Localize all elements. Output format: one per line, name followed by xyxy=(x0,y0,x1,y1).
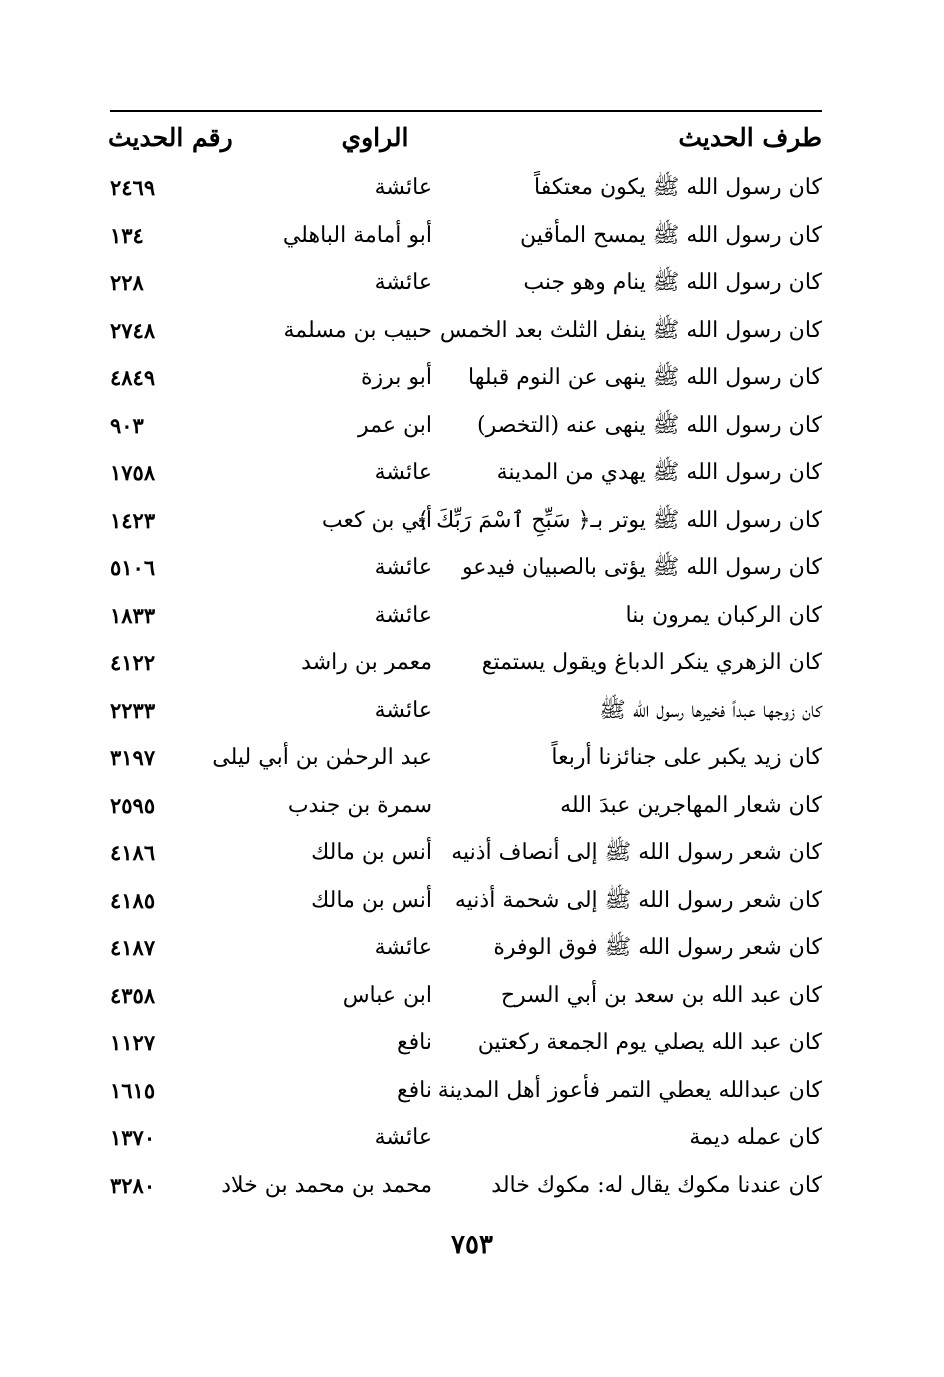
narrator-name: عائشة xyxy=(374,602,432,628)
table-row xyxy=(0,1067,944,1115)
hadith-text: كان شعار المهاجرين عبدَ الله xyxy=(560,792,822,818)
table-row xyxy=(0,1162,944,1210)
hadith-text: كان رسول الله ﷺ يوتر بـ﴿ سَبِّحِ ٱسْمَ رَبِّكَ ﴾ xyxy=(416,507,822,533)
table-row xyxy=(0,164,944,212)
narrator-name: عائشة xyxy=(374,1125,432,1150)
narrator-name: أنس بن مالك xyxy=(311,840,432,865)
column-header-number: رقم الحديث xyxy=(108,123,233,152)
table-row xyxy=(0,497,944,545)
hadith-number: ٤١٢٢ xyxy=(110,650,156,675)
narrator-name: أبو أمامة الباهلي xyxy=(282,222,432,248)
hadith-number: ٩٠٣ xyxy=(110,412,144,438)
narrator-name: عائشة xyxy=(374,175,432,200)
hadith-text: كان شعر رسول الله ﷺ فوق الوفرة xyxy=(493,935,822,960)
table-row xyxy=(0,592,944,640)
table-row xyxy=(0,544,944,592)
narrator-name: نافع xyxy=(396,1077,432,1103)
hadith-text: كان شعر رسول الله ﷺ إلى أنصاف أذنيه xyxy=(451,840,822,865)
column-header-hadith: طرف الحديث xyxy=(678,123,822,152)
hadith-text: كان رسول الله ﷺ يمسح المأقين xyxy=(520,222,822,248)
table-row xyxy=(0,1019,944,1067)
table-row xyxy=(0,259,944,307)
header-rule xyxy=(110,110,822,112)
narrator-name: معمر بن راشد xyxy=(301,650,432,675)
narrator-name: أنس بن مالك xyxy=(311,887,432,913)
hadith-number: ١٨٣٣ xyxy=(110,602,156,628)
hadith-number: ٣١٩٧ xyxy=(110,745,156,770)
table-row xyxy=(0,972,944,1020)
hadith-text: كان رسول الله ﷺ ينفل الثلث بعد الخمس xyxy=(439,317,822,343)
table-row xyxy=(0,212,944,260)
narrator-name: ابن عمر xyxy=(358,412,432,438)
hadith-text: كان الزهري ينكر الدباغ ويقول يستمتع xyxy=(481,650,822,675)
narrator-name: عائشة xyxy=(374,555,432,580)
hadith-text: كان رسول الله ﷺ ينام وهو جنب xyxy=(523,270,822,295)
table-row xyxy=(0,402,944,450)
hadith-number: ٢٥٩٥ xyxy=(110,792,156,818)
hadith-number: ٤٨٤٩ xyxy=(110,365,156,390)
hadith-number: ٢٤٦٩ xyxy=(110,175,156,200)
hadith-number: ٤٣٥٨ xyxy=(110,982,156,1008)
hadith-text: كان رسول الله ﷺ يؤتى بالصبيان فيدعو xyxy=(461,555,822,580)
hadith-number: ٤١٨٦ xyxy=(110,840,156,865)
narrator-name: عائشة xyxy=(374,460,432,485)
hadith-number: ٣٢٨٠ xyxy=(110,1172,156,1198)
hadith-number: ١٧٥٨ xyxy=(110,460,156,485)
table-row xyxy=(0,734,944,782)
column-header-narrator: الراوي xyxy=(341,123,409,152)
table-row xyxy=(0,687,944,735)
hadith-text: كان عمله ديمة xyxy=(689,1125,822,1150)
index-table xyxy=(0,164,944,1209)
table-row xyxy=(0,1114,944,1162)
table-row xyxy=(0,307,944,355)
hadith-text: كان عبد الله بن سعد بن أبي السرح xyxy=(500,982,822,1008)
hadith-text: كان عبدالله يعطي التمر فأعوز أهل المدينة xyxy=(437,1077,822,1103)
hadith-number: ٢٢٨ xyxy=(110,270,144,295)
hadith-text: كان رسول الله ﷺ يكون معتكفاً xyxy=(534,175,822,200)
table-row xyxy=(0,449,944,497)
hadith-text: كان شعر رسول الله ﷺ إلى شحمة أذنيه xyxy=(454,887,822,913)
hadith-number: ٤١٨٧ xyxy=(110,935,156,960)
narrator-name: سمرة بن جندب xyxy=(287,792,432,818)
hadith-text: كان زوجها عبداً فخيرها رسول الله ﷺ xyxy=(599,697,822,723)
hadith-text: كان الركبان يمرون بنا xyxy=(625,602,822,628)
hadith-number: ٢٧٤٨ xyxy=(110,317,156,343)
narrator-name: عبد الرحمٰن بن أبي ليلى xyxy=(212,745,432,770)
table-row xyxy=(0,639,944,687)
hadith-text: كان رسول الله ﷺ يهدي من المدينة xyxy=(496,460,822,485)
hadith-number: ١٦١٥ xyxy=(110,1077,156,1103)
narrator-name: عائشة xyxy=(374,270,432,295)
hadith-number: ١١٢٧ xyxy=(110,1030,156,1055)
narrator-name: حبيب بن مسلمة xyxy=(283,317,432,343)
hadith-number: ١٤٢٣ xyxy=(110,507,156,533)
hadith-number: ١٣٧٠ xyxy=(110,1125,156,1150)
narrator-name: عائشة xyxy=(374,935,432,960)
table-row xyxy=(0,782,944,830)
hadith-text: كان زيد يكبر على جنائزنا أربعاً xyxy=(551,745,822,770)
narrator-name: نافع xyxy=(396,1030,432,1055)
hadith-number: ٤١٨٥ xyxy=(110,887,156,913)
table-row xyxy=(0,354,944,402)
narrator-name: محمد بن محمد بن خلاد xyxy=(221,1172,432,1198)
hadith-number: ٥١٠٦ xyxy=(110,555,156,580)
narrator-name: أبي بن كعب xyxy=(321,507,432,533)
hadith-number: ١٣٤ xyxy=(110,222,144,248)
hadith-text: كان عندنا مكوك يقال له: مكوك خالد xyxy=(491,1172,822,1198)
hadith-number: ٢٢٣٣ xyxy=(110,697,156,723)
narrator-name: ابن عباس xyxy=(342,982,432,1008)
table-row xyxy=(0,924,944,972)
table-row xyxy=(0,829,944,877)
narrator-name: عائشة xyxy=(374,697,432,723)
narrator-name: أبو برزة xyxy=(360,365,432,390)
table-row xyxy=(0,877,944,925)
hadith-text: كان رسول الله ﷺ ينهى عنه (التخصر) xyxy=(476,412,822,438)
page-number: ٧٥٣ xyxy=(451,1230,493,1260)
hadith-text: كان عبد الله يصلي يوم الجمعة ركعتين xyxy=(477,1030,822,1055)
hadith-text: كان رسول الله ﷺ ينهى عن النوم قبلها xyxy=(468,365,822,390)
